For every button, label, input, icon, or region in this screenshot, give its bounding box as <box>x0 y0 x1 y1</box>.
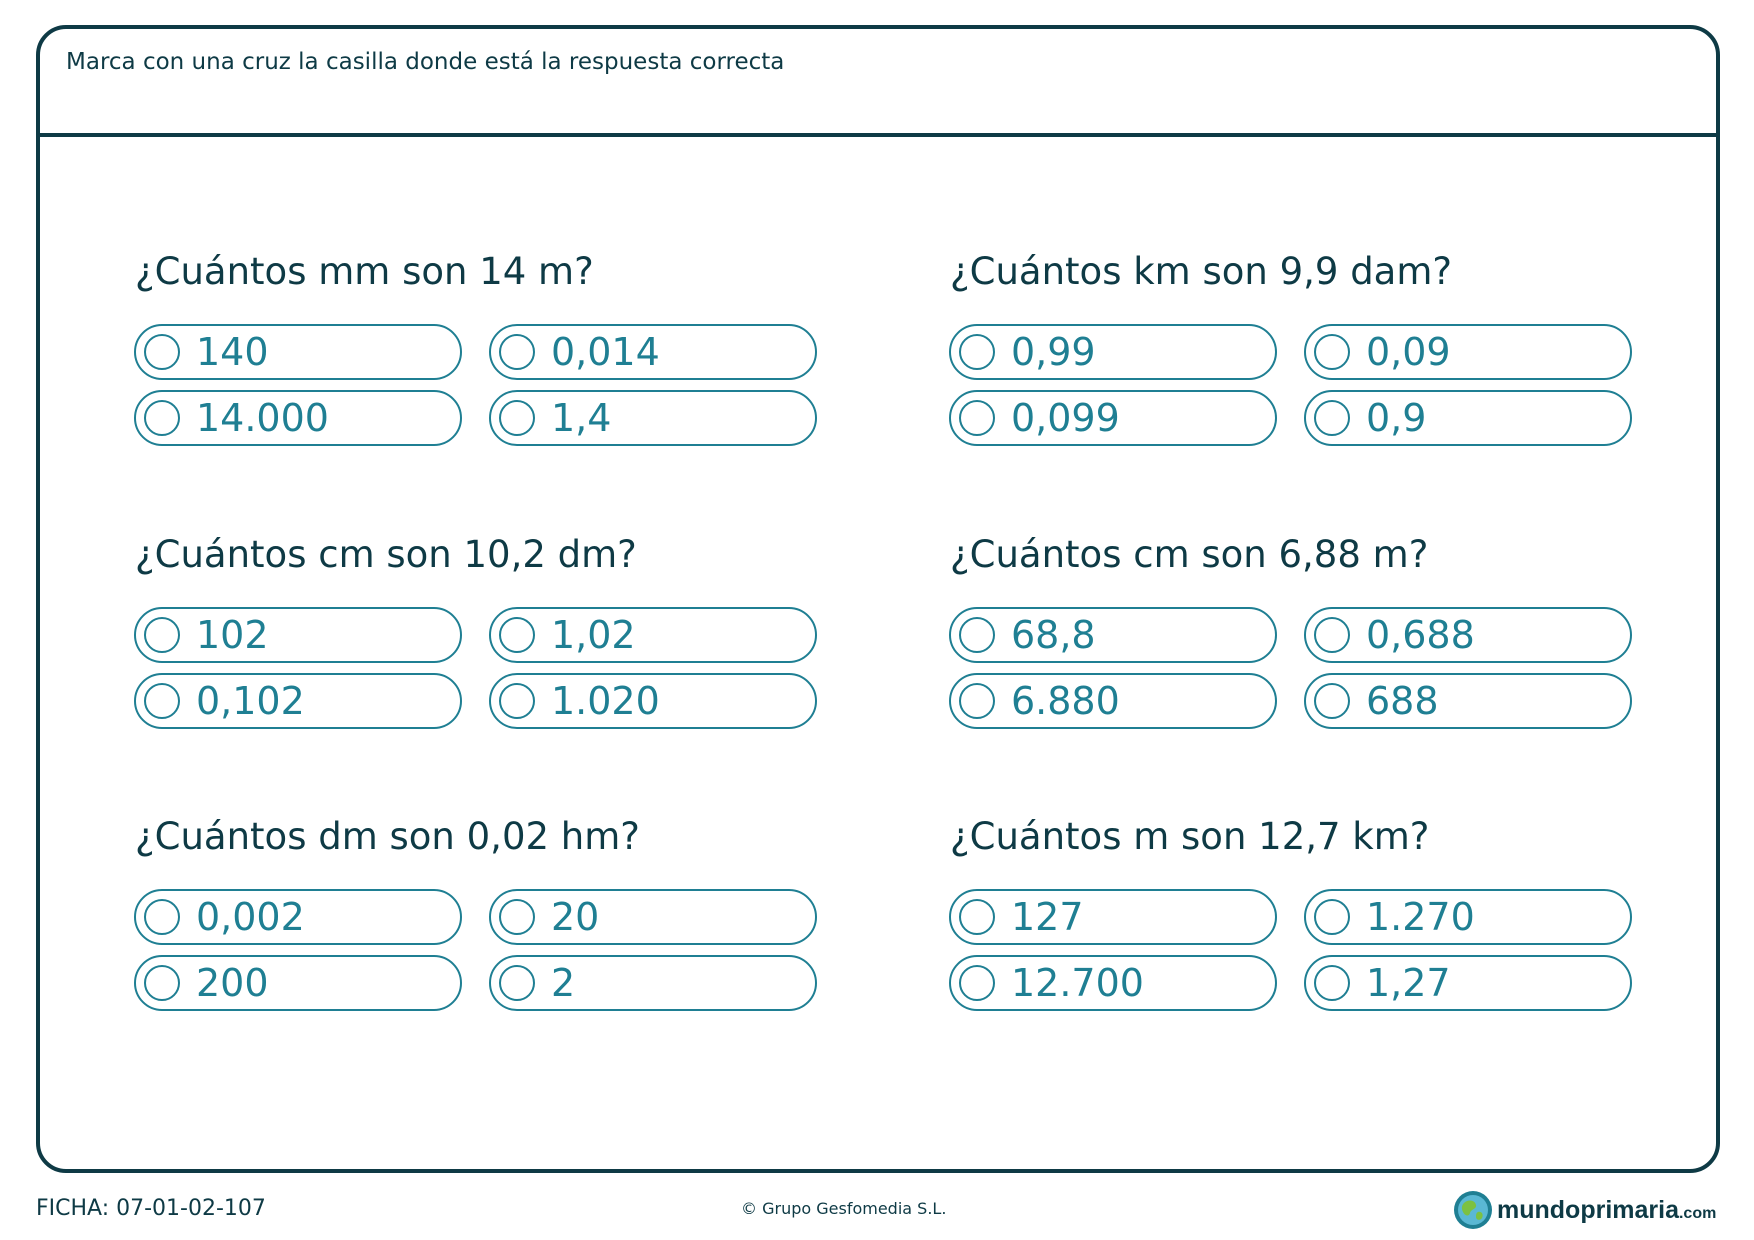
answer-option[interactable] <box>1304 673 1632 729</box>
answer-label: 1,4 <box>551 396 612 440</box>
answer-option[interactable] <box>949 324 1277 380</box>
radio-circle-icon[interactable] <box>1314 899 1350 935</box>
radio-circle-icon[interactable] <box>1314 965 1350 1001</box>
answer-option[interactable] <box>489 324 817 380</box>
answer-option[interactable] <box>134 673 462 729</box>
radio-circle-icon[interactable] <box>1314 683 1350 719</box>
radio-circle-icon[interactable] <box>959 965 995 1001</box>
answer-label: 1.270 <box>1366 895 1475 939</box>
brand-name-text: mundoprimaria <box>1497 1196 1679 1224</box>
question-text: ¿Cuántos km son 9,9 dam? <box>950 250 1453 293</box>
question-text: ¿Cuántos cm son 6,88 m? <box>950 533 1429 576</box>
answer-label: 140 <box>196 330 269 374</box>
answer-label: 0,002 <box>196 895 305 939</box>
radio-circle-icon[interactable] <box>144 400 180 436</box>
radio-circle-icon[interactable] <box>499 334 535 370</box>
answer-option[interactable] <box>1304 889 1632 945</box>
radio-circle-icon[interactable] <box>959 683 995 719</box>
answer-label: 0,014 <box>551 330 660 374</box>
answer-label: 102 <box>196 613 269 657</box>
answer-option[interactable] <box>489 673 817 729</box>
globe-icon <box>1453 1190 1493 1230</box>
answer-option[interactable] <box>949 889 1277 945</box>
answer-option[interactable] <box>949 607 1277 663</box>
radio-circle-icon[interactable] <box>499 400 535 436</box>
brand-name <box>1497 1196 1716 1225</box>
answer-label: 200 <box>196 961 269 1005</box>
answer-label: 0,9 <box>1366 396 1427 440</box>
radio-circle-icon[interactable] <box>1314 400 1350 436</box>
answer-label: 688 <box>1366 679 1439 723</box>
radio-circle-icon[interactable] <box>144 965 180 1001</box>
question-text: ¿Cuántos dm son 0,02 hm? <box>135 815 640 858</box>
answer-options <box>949 607 1649 733</box>
radio-circle-icon[interactable] <box>959 334 995 370</box>
answer-option[interactable] <box>134 889 462 945</box>
answer-option[interactable] <box>489 955 817 1011</box>
answer-option[interactable] <box>489 607 817 663</box>
radio-circle-icon[interactable] <box>144 683 180 719</box>
answer-label: 0,688 <box>1366 613 1475 657</box>
answer-label: 1,02 <box>551 613 636 657</box>
radio-circle-icon[interactable] <box>959 617 995 653</box>
instruction-header <box>40 29 1716 137</box>
answer-label: 0,102 <box>196 679 305 723</box>
answer-option[interactable] <box>1304 607 1632 663</box>
answer-option[interactable] <box>1304 324 1632 380</box>
answer-option[interactable] <box>134 390 462 446</box>
answer-label: 1,27 <box>1366 961 1451 1005</box>
answer-option[interactable] <box>134 607 462 663</box>
brand-domain-text: .com <box>1678 1205 1717 1222</box>
answer-option[interactable] <box>489 390 817 446</box>
radio-circle-icon[interactable] <box>499 965 535 1001</box>
answer-label: 68,8 <box>1011 613 1096 657</box>
answer-option[interactable] <box>134 324 462 380</box>
question-text: ¿Cuántos cm son 10,2 dm? <box>135 533 637 576</box>
radio-circle-icon[interactable] <box>959 899 995 935</box>
answer-label: 127 <box>1011 895 1084 939</box>
brand-logo[interactable] <box>1453 1190 1723 1230</box>
answer-options <box>949 324 1649 450</box>
answer-options <box>949 889 1649 1015</box>
radio-circle-icon[interactable] <box>144 617 180 653</box>
answer-label: 0,099 <box>1011 396 1120 440</box>
radio-circle-icon[interactable] <box>499 899 535 935</box>
answer-label: 1.020 <box>551 679 660 723</box>
answer-options <box>134 324 834 450</box>
radio-circle-icon[interactable] <box>499 683 535 719</box>
answer-label: 12.700 <box>1011 961 1144 1005</box>
radio-circle-icon[interactable] <box>1314 617 1350 653</box>
answer-option[interactable] <box>949 955 1277 1011</box>
radio-circle-icon[interactable] <box>144 899 180 935</box>
question-text: ¿Cuántos mm son 14 m? <box>135 250 594 293</box>
answer-label: 0,09 <box>1366 330 1451 374</box>
radio-circle-icon[interactable] <box>959 400 995 436</box>
answer-label: 6.880 <box>1011 679 1120 723</box>
answer-label: 14.000 <box>196 396 329 440</box>
radio-circle-icon[interactable] <box>499 617 535 653</box>
answer-options <box>134 889 834 1015</box>
radio-circle-icon[interactable] <box>1314 334 1350 370</box>
answer-option[interactable] <box>489 889 817 945</box>
answer-options <box>134 607 834 733</box>
radio-circle-icon[interactable] <box>144 334 180 370</box>
answer-option[interactable] <box>949 673 1277 729</box>
answer-label: 0,99 <box>1011 330 1096 374</box>
answer-label: 2 <box>551 961 576 1005</box>
instruction-text: Marca con una cruz la casilla donde está la respuesta correcta <box>66 49 785 75</box>
copyright-notice: © Grupo Gesfomedia S.L. <box>741 1199 947 1218</box>
answer-option[interactable] <box>134 955 462 1011</box>
answer-option[interactable] <box>1304 390 1632 446</box>
answer-option[interactable] <box>1304 955 1632 1011</box>
answer-label: 20 <box>551 895 600 939</box>
worksheet-code: FICHA: 07-01-02-107 <box>36 1196 266 1221</box>
answer-option[interactable] <box>949 390 1277 446</box>
question-text: ¿Cuántos m son 12,7 km? <box>950 815 1430 858</box>
